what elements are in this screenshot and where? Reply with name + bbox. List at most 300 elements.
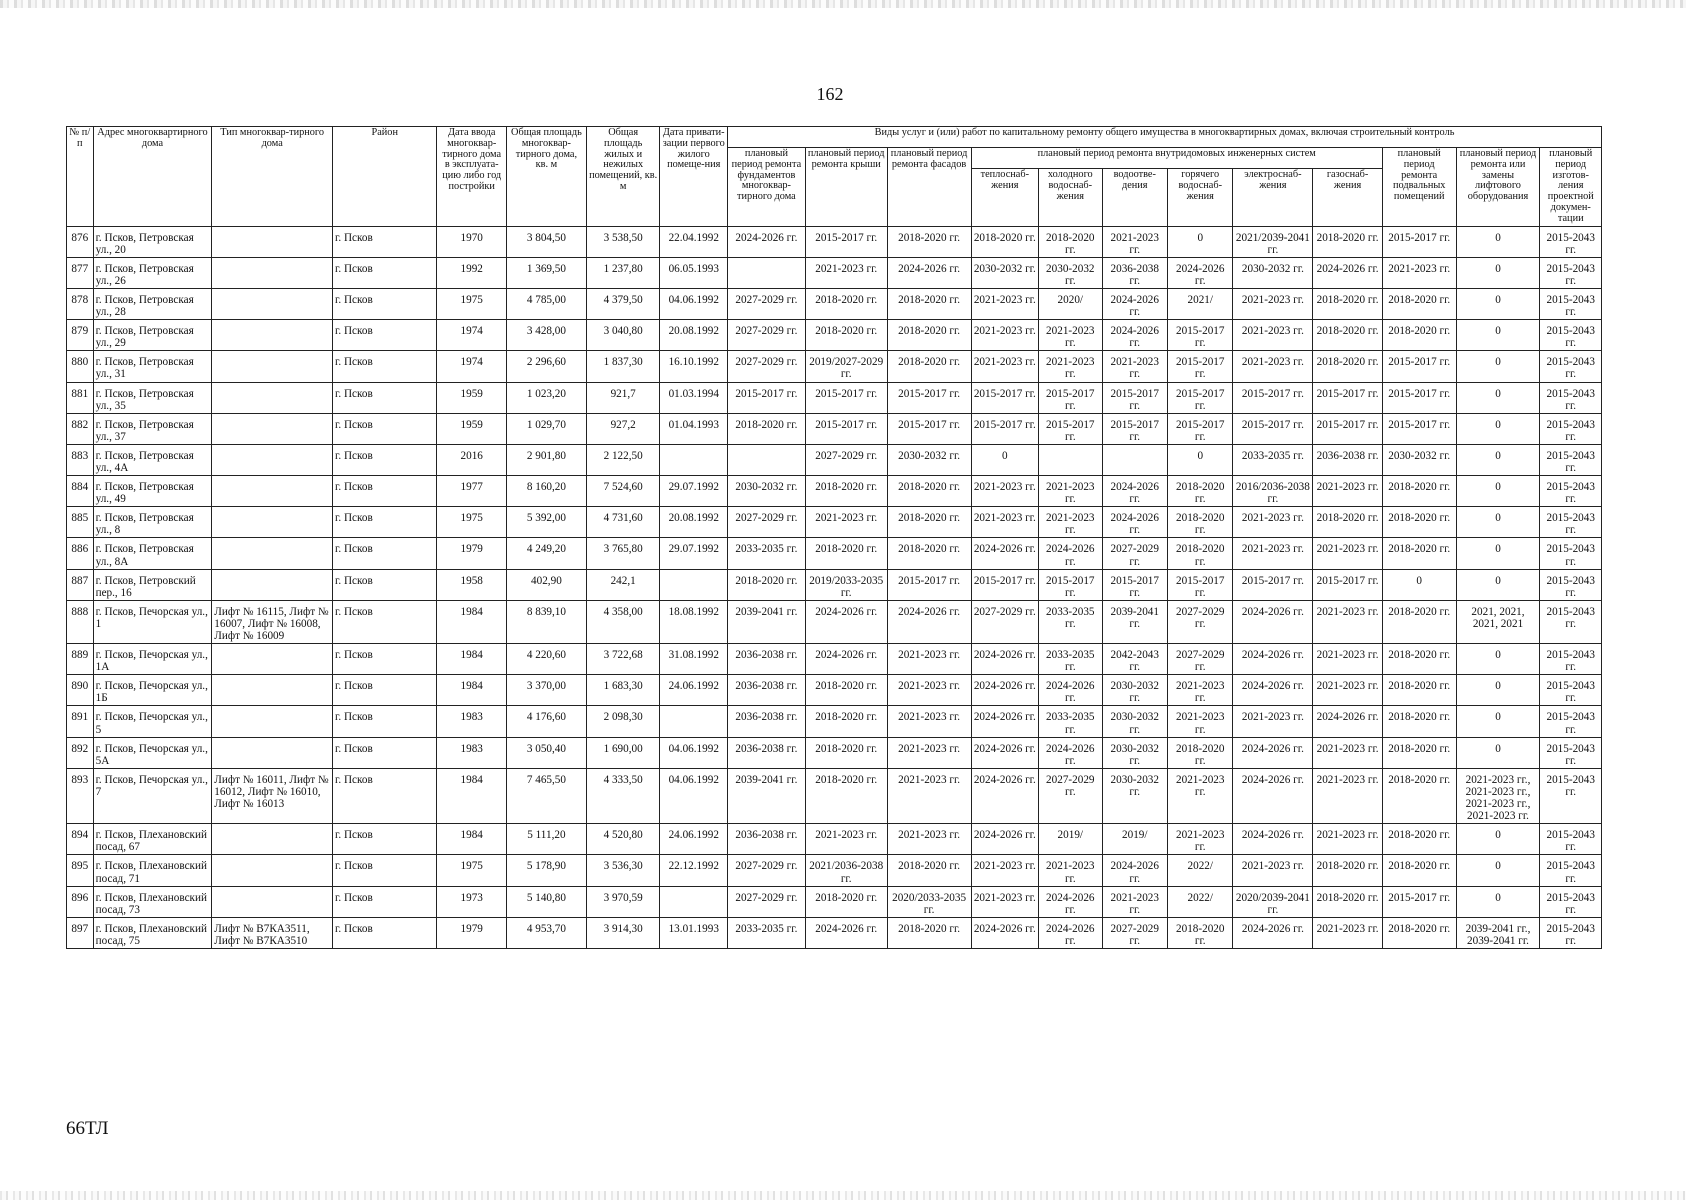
cell-hot-water: 2015-2017 гг.	[1168, 351, 1233, 382]
cell-hot-water: 2021-2023 гг.	[1168, 675, 1233, 706]
cell-design-docs: 2015-2043 гг.	[1540, 675, 1602, 706]
cell-privatization: 04.06.1992	[660, 768, 728, 823]
cell-num: 890	[67, 675, 94, 706]
cell-electricity: 2024-2026 гг.	[1233, 917, 1313, 948]
table-row	[67, 569, 1602, 600]
cell-num: 895	[67, 855, 94, 886]
cell-gas: 2018-2020 гг.	[1313, 886, 1383, 917]
cell-sewerage: 2039-2041 гг.	[1102, 600, 1167, 643]
cell-roof: 2021-2023 гг.	[805, 507, 887, 538]
cell-privatization: 20.08.1992	[660, 320, 728, 351]
cell-cold-water: 2024-2026 гг.	[1039, 538, 1102, 569]
cell-sewerage: 2030-2032 гг.	[1102, 737, 1167, 768]
header-cold-water: холодного водоснаб-жения	[1039, 169, 1102, 226]
cell-design-docs: 2015-2043 гг.	[1540, 413, 1602, 444]
cell-gas: 2021-2023 гг.	[1313, 600, 1383, 643]
cell-heating: 2024-2026 гг.	[971, 644, 1039, 675]
cell-living-area: 3 765,80	[586, 538, 660, 569]
cell-total-area: 1 029,70	[507, 413, 587, 444]
cell-num: 878	[67, 288, 94, 319]
cell-electricity: 2024-2026 гг.	[1233, 824, 1313, 855]
cell-electricity: 2015-2017 гг.	[1233, 413, 1313, 444]
header-engineering-group: плановый период ремонта внутридомовых инженерных систем	[971, 148, 1382, 169]
cell-basement: 2015-2017 гг.	[1382, 413, 1456, 444]
cell-address: г. Псков, Петровская ул., 35	[93, 382, 212, 413]
cell-gas: 2018-2020 гг.	[1313, 351, 1383, 382]
cell-sewerage: 2019/	[1102, 824, 1167, 855]
cell-num: 889	[67, 644, 94, 675]
cell-facade: 2018-2020 гг.	[887, 288, 971, 319]
cell-electricity: 2030-2032 гг.	[1233, 257, 1313, 288]
cell-elevator: 0	[1456, 507, 1540, 538]
cell-heating: 2018-2020 гг.	[971, 226, 1039, 257]
cell-facade: 2018-2020 гг.	[887, 507, 971, 538]
cell-district: г. Псков	[333, 886, 437, 917]
cell-address: г. Псков, Петровская ул., 29	[93, 320, 212, 351]
cell-district: г. Псков	[333, 675, 437, 706]
cell-hot-water: 2015-2017 гг.	[1168, 382, 1233, 413]
cell-hot-water: 2018-2020 гг.	[1168, 507, 1233, 538]
cell-roof: 2015-2017 гг.	[805, 382, 887, 413]
cell-facade: 2018-2020 гг.	[887, 320, 971, 351]
cell-total-area: 5 111,20	[507, 824, 587, 855]
cell-design-docs: 2015-2043 гг.	[1540, 382, 1602, 413]
cell-total-area: 2 901,80	[507, 444, 587, 475]
cell-house-type	[212, 320, 333, 351]
cell-district: г. Псков	[333, 382, 437, 413]
cell-year: 1979	[437, 538, 507, 569]
cell-year: 1992	[437, 257, 507, 288]
cell-roof: 2024-2026 гг.	[805, 600, 887, 643]
cell-district: г. Псков	[333, 600, 437, 643]
cell-foundation: 2027-2029 гг.	[728, 320, 806, 351]
document-code: 66ТЛ	[66, 1118, 109, 1139]
cell-address: г. Псков, Петровская ул., 28	[93, 288, 212, 319]
cell-privatization: 29.07.1992	[660, 476, 728, 507]
cell-electricity: 2020/2039-2041 гг.	[1233, 886, 1313, 917]
cell-num: 880	[67, 351, 94, 382]
cell-district: г. Псков	[333, 737, 437, 768]
cell-year: 1984	[437, 644, 507, 675]
cell-basement: 2018-2020 гг.	[1382, 538, 1456, 569]
cell-foundation: 2036-2038 гг.	[728, 675, 806, 706]
cell-year: 1975	[437, 855, 507, 886]
cell-design-docs: 2015-2043 гг.	[1540, 351, 1602, 382]
cell-privatization: 04.06.1992	[660, 288, 728, 319]
cell-num: 884	[67, 476, 94, 507]
cell-facade: 2021-2023 гг.	[887, 644, 971, 675]
cell-roof: 2027-2029 гг.	[805, 444, 887, 475]
cell-gas: 2021-2023 гг.	[1313, 675, 1383, 706]
cell-privatization: 22.12.1992	[660, 855, 728, 886]
cell-num: 893	[67, 768, 94, 823]
cell-privatization: 31.08.1992	[660, 644, 728, 675]
cell-foundation: 2036-2038 гг.	[728, 644, 806, 675]
cell-total-area: 5 178,90	[507, 855, 587, 886]
cell-sewerage: 2030-2032 гг.	[1102, 706, 1167, 737]
cell-basement: 0	[1382, 569, 1456, 600]
cell-elevator: 0	[1456, 320, 1540, 351]
cell-facade: 2015-2017 гг.	[887, 382, 971, 413]
cell-foundation: 2030-2032 гг.	[728, 476, 806, 507]
cell-roof: 2019/2033-2035 гг.	[805, 569, 887, 600]
scan-edge-bottom	[0, 1191, 1686, 1200]
cell-heating: 2024-2026 гг.	[971, 538, 1039, 569]
cell-electricity: 2021-2023 гг.	[1233, 706, 1313, 737]
cell-design-docs: 2015-2043 гг.	[1540, 824, 1602, 855]
table-row	[67, 476, 1602, 507]
cell-roof: 2018-2020 гг.	[805, 768, 887, 823]
cell-electricity: 2015-2017 гг.	[1233, 382, 1313, 413]
header-commissioning: Дата ввода многоквар-тирного дома в эксплуата-цию либо год постройки	[437, 127, 507, 227]
header-num: № п/п	[67, 127, 94, 227]
cell-district: г. Псков	[333, 320, 437, 351]
cell-basement: 2030-2032 гг.	[1382, 444, 1456, 475]
cell-design-docs: 2015-2043 гг.	[1540, 538, 1602, 569]
cell-design-docs: 2015-2043 гг.	[1540, 644, 1602, 675]
cell-facade: 2015-2017 гг.	[887, 413, 971, 444]
cell-living-area: 4 731,60	[586, 507, 660, 538]
cell-roof: 2021/2036-2038 гг.	[805, 855, 887, 886]
cell-address: г. Псков, Плехановский посад, 67	[93, 824, 212, 855]
cell-elevator: 0	[1456, 413, 1540, 444]
cell-total-area: 8 839,10	[507, 600, 587, 643]
cell-district: г. Псков	[333, 768, 437, 823]
cell-cold-water: 2024-2026 гг.	[1039, 675, 1102, 706]
cell-foundation: 2015-2017 гг.	[728, 382, 806, 413]
cell-district: г. Псков	[333, 824, 437, 855]
cell-privatization: 01.04.1993	[660, 413, 728, 444]
cell-year: 1983	[437, 737, 507, 768]
cell-year: 1959	[437, 413, 507, 444]
table-row	[67, 737, 1602, 768]
cell-foundation: 2033-2035 гг.	[728, 917, 806, 948]
cell-num: 877	[67, 257, 94, 288]
cell-living-area: 3 538,50	[586, 226, 660, 257]
cell-gas: 2021-2023 гг.	[1313, 737, 1383, 768]
cell-elevator: 0	[1456, 644, 1540, 675]
cell-living-area: 927,2	[586, 413, 660, 444]
cell-electricity: 2024-2026 гг.	[1233, 600, 1313, 643]
cell-gas: 2018-2020 гг.	[1313, 855, 1383, 886]
header-living-area: Общая площадь жилых и нежилых помещений, кв. м	[586, 127, 660, 227]
cell-cold-water: 2021-2023 гг.	[1039, 855, 1102, 886]
cell-house-type	[212, 737, 333, 768]
cell-total-area: 1 369,50	[507, 257, 587, 288]
cell-heating: 2015-2017 гг.	[971, 413, 1039, 444]
cell-basement: 2015-2017 гг.	[1382, 886, 1456, 917]
cell-living-area: 4 333,50	[586, 768, 660, 823]
cell-sewerage: 2027-2029 гг.	[1102, 538, 1167, 569]
cell-elevator: 0	[1456, 569, 1540, 600]
cell-sewerage: 2021-2023 гг.	[1102, 226, 1167, 257]
cell-gas: 2015-2017 гг.	[1313, 382, 1383, 413]
cell-foundation: 2018-2020 гг.	[728, 413, 806, 444]
header-district: Район	[333, 127, 437, 227]
cell-sewerage: 2024-2026 гг.	[1102, 288, 1167, 319]
cell-basement: 2015-2017 гг.	[1382, 351, 1456, 382]
cell-house-type	[212, 288, 333, 319]
cell-heating: 2024-2026 гг.	[971, 706, 1039, 737]
cell-hot-water: 2021-2023 гг.	[1168, 824, 1233, 855]
cell-facade: 2030-2032 гг.	[887, 444, 971, 475]
cell-foundation: 2024-2026 гг.	[728, 226, 806, 257]
cell-address: г. Псков, Плехановский посад, 71	[93, 855, 212, 886]
cell-privatization: 29.07.1992	[660, 538, 728, 569]
cell-elevator: 2039-2041 гг., 2039-2041 гг.	[1456, 917, 1540, 948]
cell-total-area: 1 023,20	[507, 382, 587, 413]
cell-living-area: 921,7	[586, 382, 660, 413]
cell-sewerage: 2024-2026 гг.	[1102, 507, 1167, 538]
cell-sewerage: 2030-2032 гг.	[1102, 675, 1167, 706]
cell-total-area: 4 220,60	[507, 644, 587, 675]
cell-elevator: 0	[1456, 226, 1540, 257]
repair-schedule-table	[66, 126, 1602, 949]
table-row	[67, 917, 1602, 948]
cell-elevator: 0	[1456, 538, 1540, 569]
cell-electricity: 2021-2023 гг.	[1233, 351, 1313, 382]
scan-edge-top	[0, 0, 1686, 8]
cell-electricity: 2015-2017 гг.	[1233, 569, 1313, 600]
cell-address: г. Псков, Печорская ул., 1	[93, 600, 212, 643]
cell-district: г. Псков	[333, 413, 437, 444]
cell-year: 1979	[437, 917, 507, 948]
cell-sewerage: 2021-2023 гг.	[1102, 886, 1167, 917]
cell-facade: 2018-2020 гг.	[887, 855, 971, 886]
cell-year: 1959	[437, 382, 507, 413]
cell-sewerage: 2021-2023 гг.	[1102, 351, 1167, 382]
cell-num: 886	[67, 538, 94, 569]
cell-sewerage: 2036-2038 гг.	[1102, 257, 1167, 288]
cell-foundation: 2033-2035 гг.	[728, 538, 806, 569]
cell-hot-water: 2027-2029 гг.	[1168, 644, 1233, 675]
cell-gas: 2021-2023 гг.	[1313, 917, 1383, 948]
cell-address: г. Псков, Петровская ул., 8	[93, 507, 212, 538]
cell-house-type: Лифт № В7КА3511, Лифт № В7КА3510	[212, 917, 333, 948]
cell-elevator: 0	[1456, 706, 1540, 737]
cell-elevator: 0	[1456, 886, 1540, 917]
cell-electricity: 2024-2026 гг.	[1233, 768, 1313, 823]
cell-num: 885	[67, 507, 94, 538]
cell-electricity: 2024-2026 гг.	[1233, 737, 1313, 768]
cell-electricity: 2021-2023 гг.	[1233, 320, 1313, 351]
cell-elevator: 2021, 2021, 2021, 2021	[1456, 600, 1540, 643]
cell-heating: 2015-2017 гг.	[971, 382, 1039, 413]
cell-living-area: 4 358,00	[586, 600, 660, 643]
cell-facade: 2021-2023 гг.	[887, 768, 971, 823]
cell-facade: 2018-2020 гг.	[887, 917, 971, 948]
cell-privatization: 06.05.1993	[660, 257, 728, 288]
cell-roof: 2018-2020 гг.	[805, 476, 887, 507]
header-foundation: плановый период ремонта фундаментов многоквар-тирного дома	[728, 148, 806, 227]
cell-house-type	[212, 824, 333, 855]
cell-design-docs: 2015-2043 гг.	[1540, 507, 1602, 538]
table-row	[67, 855, 1602, 886]
cell-house-type	[212, 507, 333, 538]
cell-total-area: 7 465,50	[507, 768, 587, 823]
cell-foundation	[728, 444, 806, 475]
cell-design-docs: 2015-2043 гг.	[1540, 444, 1602, 475]
cell-roof: 2021-2023 гг.	[805, 824, 887, 855]
cell-electricity: 2021-2023 гг.	[1233, 507, 1313, 538]
cell-hot-water: 2015-2017 гг.	[1168, 413, 1233, 444]
cell-foundation: 2027-2029 гг.	[728, 351, 806, 382]
cell-roof: 2018-2020 гг.	[805, 288, 887, 319]
header-roof: плановый период ремонта крыши	[805, 148, 887, 227]
cell-privatization: 01.03.1994	[660, 382, 728, 413]
cell-foundation: 2027-2029 гг.	[728, 288, 806, 319]
cell-gas: 2018-2020 гг.	[1313, 320, 1383, 351]
cell-house-type: Лифт № 16115, Лифт № 16007, Лифт № 16008, Лифт № 16009	[212, 600, 333, 643]
cell-total-area: 5 140,80	[507, 886, 587, 917]
cell-num: 883	[67, 444, 94, 475]
cell-cold-water: 2015-2017 гг.	[1039, 382, 1102, 413]
cell-cold-water: 2024-2026 гг.	[1039, 737, 1102, 768]
cell-house-type	[212, 886, 333, 917]
cell-roof: 2024-2026 гг.	[805, 644, 887, 675]
cell-cold-water: 2030-2032 гг.	[1039, 257, 1102, 288]
cell-design-docs: 2015-2043 гг.	[1540, 855, 1602, 886]
cell-district: г. Псков	[333, 351, 437, 382]
cell-num: 888	[67, 600, 94, 643]
table-row	[67, 288, 1602, 319]
cell-gas: 2021-2023 гг.	[1313, 644, 1383, 675]
cell-design-docs: 2015-2043 гг.	[1540, 706, 1602, 737]
table-row	[67, 257, 1602, 288]
cell-total-area: 3 370,00	[507, 675, 587, 706]
cell-sewerage: 2042-2043 гг.	[1102, 644, 1167, 675]
cell-foundation: 2018-2020 гг.	[728, 569, 806, 600]
cell-heating: 2021-2023 гг.	[971, 288, 1039, 319]
table-row	[67, 768, 1602, 823]
cell-total-area: 4 785,00	[507, 288, 587, 319]
cell-gas: 2021-2023 гг.	[1313, 768, 1383, 823]
cell-foundation: 2039-2041 гг.	[728, 600, 806, 643]
cell-design-docs: 2015-2043 гг.	[1540, 257, 1602, 288]
cell-hot-water: 2024-2026 гг.	[1168, 257, 1233, 288]
cell-address: г. Псков, Петровская ул., 26	[93, 257, 212, 288]
cell-heating: 2021-2023 гг.	[971, 351, 1039, 382]
cell-total-area: 2 296,60	[507, 351, 587, 382]
cell-gas: 2024-2026 гг.	[1313, 257, 1383, 288]
cell-living-area: 3 914,30	[586, 917, 660, 948]
cell-basement: 2018-2020 гг.	[1382, 288, 1456, 319]
table-row	[67, 351, 1602, 382]
cell-district: г. Псков	[333, 917, 437, 948]
cell-heating: 0	[971, 444, 1039, 475]
cell-privatization	[660, 886, 728, 917]
cell-total-area: 4 953,70	[507, 917, 587, 948]
cell-sewerage: 2024-2026 гг.	[1102, 320, 1167, 351]
cell-facade: 2018-2020 гг.	[887, 226, 971, 257]
cell-total-area: 5 392,00	[507, 507, 587, 538]
cell-gas: 2021-2023 гг.	[1313, 538, 1383, 569]
header-basement: плановый период ремонта подвальных помещений	[1382, 148, 1456, 227]
cell-privatization	[660, 444, 728, 475]
cell-house-type	[212, 226, 333, 257]
cell-address: г. Псков, Петровская ул., 49	[93, 476, 212, 507]
cell-elevator: 0	[1456, 288, 1540, 319]
cell-design-docs: 2015-2043 гг.	[1540, 569, 1602, 600]
cell-living-area: 3 722,68	[586, 644, 660, 675]
cell-house-type	[212, 413, 333, 444]
cell-cold-water: 2021-2023 гг.	[1039, 476, 1102, 507]
cell-num: 887	[67, 569, 94, 600]
table-row	[67, 644, 1602, 675]
cell-district: г. Псков	[333, 507, 437, 538]
cell-design-docs: 2015-2043 гг.	[1540, 737, 1602, 768]
cell-hot-water: 2018-2020 гг.	[1168, 538, 1233, 569]
cell-facade: 2018-2020 гг.	[887, 351, 971, 382]
cell-roof: 2018-2020 гг.	[805, 886, 887, 917]
cell-basement: 2018-2020 гг.	[1382, 824, 1456, 855]
cell-electricity: 2024-2026 гг.	[1233, 675, 1313, 706]
cell-year: 1970	[437, 226, 507, 257]
cell-elevator: 0	[1456, 257, 1540, 288]
cell-elevator: 0	[1456, 675, 1540, 706]
cell-year: 1984	[437, 675, 507, 706]
cell-address: г. Псков, Плехановский посад, 73	[93, 886, 212, 917]
cell-gas: 2021-2023 гг.	[1313, 476, 1383, 507]
cell-address: г. Псков, Печорская ул., 5	[93, 706, 212, 737]
cell-facade: 2021-2023 гг.	[887, 737, 971, 768]
table-row	[67, 538, 1602, 569]
cell-privatization: 18.08.1992	[660, 600, 728, 643]
cell-privatization: 04.06.1992	[660, 737, 728, 768]
cell-gas: 2018-2020 гг.	[1313, 288, 1383, 319]
cell-year: 1975	[437, 288, 507, 319]
cell-facade: 2018-2020 гг.	[887, 538, 971, 569]
cell-design-docs: 2015-2043 гг.	[1540, 226, 1602, 257]
cell-elevator: 0	[1456, 351, 1540, 382]
cell-address: г. Псков, Печорская ул., 1Б	[93, 675, 212, 706]
cell-district: г. Псков	[333, 444, 437, 475]
cell-gas: 2024-2026 гг.	[1313, 706, 1383, 737]
cell-house-type	[212, 382, 333, 413]
table-row	[67, 824, 1602, 855]
cell-electricity: 2024-2026 гг.	[1233, 644, 1313, 675]
cell-num: 896	[67, 886, 94, 917]
table-row	[67, 886, 1602, 917]
cell-address: г. Псков, Петровская ул., 31	[93, 351, 212, 382]
cell-cold-water: 2033-2035 гг.	[1039, 600, 1102, 643]
cell-living-area: 1 837,30	[586, 351, 660, 382]
cell-basement: 2015-2017 гг.	[1382, 382, 1456, 413]
header-gas: газоснаб-жения	[1313, 169, 1383, 226]
cell-hot-water: 2022/	[1168, 855, 1233, 886]
cell-living-area: 1 690,00	[586, 737, 660, 768]
cell-hot-water: 2022/	[1168, 886, 1233, 917]
cell-heating: 2021-2023 гг.	[971, 320, 1039, 351]
table-row	[67, 444, 1602, 475]
cell-heating: 2021-2023 гг.	[971, 855, 1039, 886]
header-privatization: Дата привати-зации первого жилого помеще-ния	[660, 127, 728, 227]
header-house-type: Тип многоквар-тирного дома	[212, 127, 333, 227]
cell-gas: 2018-2020 гг.	[1313, 226, 1383, 257]
cell-basement: 2021-2023 гг.	[1382, 257, 1456, 288]
cell-design-docs: 2015-2043 гг.	[1540, 476, 1602, 507]
cell-cold-water: 2021-2023 гг.	[1039, 507, 1102, 538]
cell-district: г. Псков	[333, 644, 437, 675]
cell-electricity: 2016/2036-2038 гг.	[1233, 476, 1313, 507]
table-row	[67, 382, 1602, 413]
cell-hot-water: 2015-2017 гг.	[1168, 320, 1233, 351]
cell-facade: 2021-2023 гг.	[887, 824, 971, 855]
table-row	[67, 600, 1602, 643]
cell-district: г. Псков	[333, 226, 437, 257]
cell-foundation: 2036-2038 гг.	[728, 824, 806, 855]
cell-year: 2016	[437, 444, 507, 475]
